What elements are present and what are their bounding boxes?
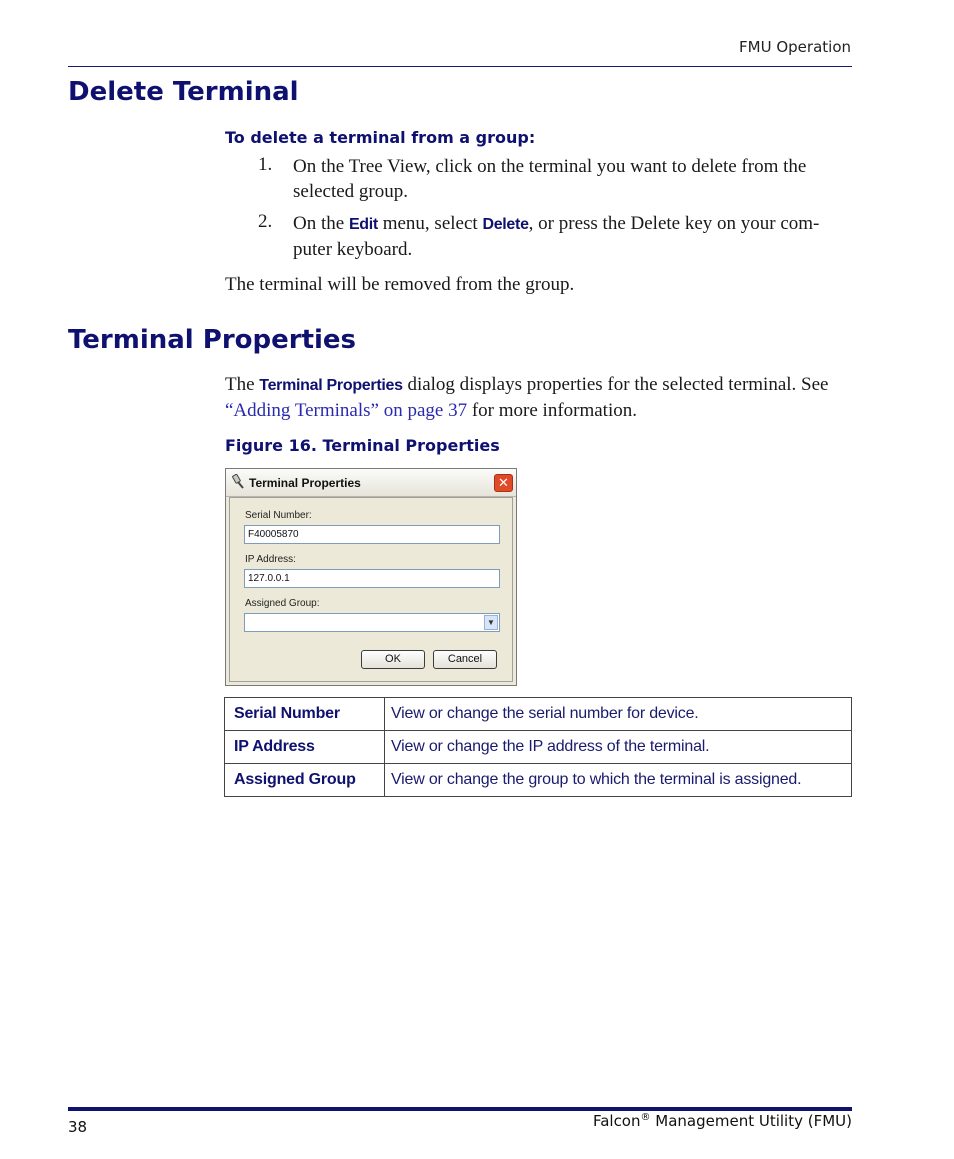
footer-rule [68,1107,852,1111]
dialog-title: Terminal Properties [249,476,361,490]
table-description: View or change the serial number for device. [385,698,852,731]
step-1-number: 1. [258,154,273,175]
section-title-delete-terminal: Delete Terminal [68,77,299,107]
running-footer [593,1112,852,1130]
table-term: Assigned Group [225,764,385,797]
assigned-group-label: Assigned Group: [245,598,320,609]
registered-mark: ® [640,1112,651,1123]
properties-table [224,697,852,797]
ip-address-label: IP Address: [245,554,296,565]
cancel-button[interactable]: Cancel [433,650,497,669]
step-2-suffix: , or press the Delete key on your com- [528,213,820,234]
header-rule [68,66,852,67]
dialog-title-bar[interactable] [226,469,516,497]
procedure-heading: To delete a terminal from a group: [225,128,536,147]
step-1-text [293,154,853,204]
step-2-number: 2. [258,211,273,232]
section-title-terminal-properties: Terminal Properties [68,325,357,355]
table-row [225,731,852,764]
assigned-group-select[interactable] [244,613,500,632]
table-description: View or change the group to which the terminal is assigned. [385,764,852,797]
ip-address-input[interactable]: 127.0.0.1 [244,569,500,588]
step-1-line-2: selected group. [293,181,409,202]
footer-product-suffix: Management Utility (FMU) [650,1112,852,1130]
dialog-name-reference: Terminal Properties [259,377,403,394]
close-icon[interactable]: ✕ [494,474,513,492]
table-term: Serial Number [225,698,385,731]
adding-terminals-link[interactable]: “Adding Terminals” on page 37 [225,400,468,421]
table-description: View or change the IP address of the terminal. [385,731,852,764]
table-term: IP Address [225,731,385,764]
intro-suffix: for more information. [467,400,637,421]
terminal-icon [231,474,246,489]
delete-command-reference: Delete [482,216,529,233]
serial-number-label: Serial Number: [245,510,312,521]
table-row [225,764,852,797]
ok-button[interactable]: OK [361,650,425,669]
footer-product: Falcon [592,1112,641,1130]
chevron-down-icon[interactable]: ▼ [484,615,498,630]
page-number: 38 [68,1118,88,1136]
edit-menu-reference: Edit [348,216,378,233]
figure-caption: Figure 16. Terminal Properties [225,436,500,455]
intro-mid: dialog displays properties for the selected terminal. See [402,374,829,395]
step-2-mid: menu, select [377,213,483,234]
intro-paragraph [225,372,853,423]
running-header: FMU Operation [739,38,851,56]
table-row [225,698,852,731]
step-2-text [293,211,853,262]
serial-number-input[interactable]: F40005870 [244,525,500,544]
result-paragraph: The terminal will be removed from the group. [225,274,575,295]
intro-prefix: The [225,374,260,395]
step-2-line-2: puter keyboard. [293,239,413,260]
terminal-properties-dialog [225,468,517,686]
step-2-prefix: On the [293,213,349,234]
step-1-line-1: On the Tree View, click on the terminal you want to delete from the [293,156,807,177]
